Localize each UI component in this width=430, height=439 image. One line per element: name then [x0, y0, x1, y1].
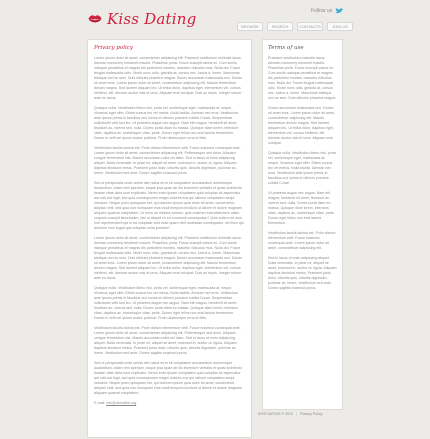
twitter-bird-icon[interactable] [335, 8, 344, 14]
main-paragraph: Lorem ipsum dolor sit amet, consectetuer adipiscing elit. Praesent vestibulum molestie lacus. Aenean nonummy hendrerit mauris. Phasellus porta. Fusce suscipit varius mi. Cum sociis natoque penatibus et magnis dis parturient montes, nascetur ridiculus mus. Nulla dui. Fusce feugiat malesuada odio. Morbi nunc odio, gravida at, cursus nec, luctus a, lorem. Maecenas tristique orci ac sem. Duis ultricies pharetra magna. Donec accumsan malesuada orci. Donec sit amet eros. Lorem ipsum dolor sit amet, consectetuer adipiscing elit. Mauris fermentum dictum magna. Sed laoreet aliquam leo. Ut tellus dolor, dapibus eget, elementum vel, cursus eleifend, elit. Aenean auctor wisi et urna. Aliquam erat volutpat. Duis ac turpis. Integer rutrum ante eu lacus. [94, 236, 243, 280]
sidebar-paragraph: Quisque nulla. Vestibulum libero nisl, porta vel, scelerisque eget, malesuada at, neque. Vivamus eget nibh. Etiam cursus leo vel metus. Nulla facilisi. Aenean nec eros. Vestibulum ante ipsum primis in faucibus orci luctus et ultrices posuere cubilia Curae. [268, 151, 336, 185]
main-paragraph: Sed ut perspiciatis unde omnis iste natus error sit voluptatem accusantium doloremque laudantium, totam rem aperiam, eaque ipsa quae ab illo inventore veritatis et quasi architecto beatae vitae dicta sunt explicabo. Nemo enim ipsam voluptatem quia voluptas sit aspernatur aut odit aut fugit, sed quia consequuntur magni dolores eos qui ratione voluptatem sequi nesciunt. Neque porro quisquam est, qui dolorem ipsum quia dolor sit amet, consectetur, adipisci velit, sed quia non numquam eius modi tempora incidunt ut labore et dolore magnam aliquam quaerat voluptatem. Ut enim ad minima veniam, quis nostrum exercitationem ullam corporis suscipit laboriosam, nisi ut aliquid ex ea commodi consequatur? Quis autem vel eum iure reprehenderit qui in ea voluptate velit esse quam nihil molestiae consequatur, vel illum qui dolorem eum fugiat quo voluptas nulla pariatur? [94, 181, 244, 230]
contact-email [94, 401, 245, 405]
nav-browse[interactable]: BROWSE [237, 22, 263, 31]
follow-us[interactable] [311, 8, 344, 14]
main-paragraph: Vestibulum iaculis lacinia est. Proin dictum elementum velit. Fusce euismod consequat ante. Lorem ipsum dolor sit amet, consectetuer adipiscing elit. Pellentesque sed dolor. Aliquam congue fermentum nisl. Mauris accumsan nulla vel diam. Sed in lacus ut enim adipiscing aliquet. Nulla venenatis. In pede mi, aliquet sit amet, euismod in, auctor ut, ligula. Aliquam dapibus tincidunt metus. Praesent justo dolor, lobortis quis, lobortis dignissim, pulvinar ac, lorem. Vestibulum sed ante. Donec sagittis euismod purus. [94, 326, 241, 355]
main-content [87, 39, 252, 438]
sidebar-paragraph: Vestibulum iaculis lacinia est. Proin dictum elementum velit. Fusce euismod consequat ante. Lorem ipsum dolor sit amet, consectetuer adipiscing elit. [268, 231, 336, 250]
sidebar-paragraph: Praesent vestibulum molestie lacus. Aenean nonummy hendrerit mauris. Phasellus porta. Fusce suscipit varius mi. Cum sociis natoque penatibus et magnis dis parturient montes, nascetur ridiculus mus. Nulla dui. Fusce feugiat malesuada odio. Morbi nunc odio, gravida at, cursus nec, luctus a, lorem. Maecenas tristique orci ac sem. Duis ultricies pharetra magna. [268, 56, 337, 100]
footer-separator: | [296, 412, 298, 416]
sidebar-paragraph: Sed in lacus ut enim adipiscing aliquet. Nulla venenatis. In pede mi, aliquet sit amet, euismod in, auctor ut, ligula. Aliquam dapibus tincidunt metus. Praesent justo dolor, lobortis quis, lobortis dignissim, pulvinar ac, lorem. Vestibulum sed ante. Donec sagittis euismod purus. [268, 256, 337, 290]
nav-contacts[interactable]: CONTACTS [297, 22, 323, 31]
main-paragraph: Quisque nulla. Vestibulum libero nisl, porta vel, scelerisque eget, malesuada at, neque. Vivamus eget nibh. Etiam cursus leo vel metus. Nulla facilisi. Aenean nec eros. Vestibulum ante ipsum primis in faucibus orci luctus et ultrices posuere cubilia Curae; Suspendisse sollicitudin velit sed leo. Ut pharetra augue nec augue. Nam elit magna, hendrerit sit amet, tincidunt ac, viverra sed, nulla. Donec porta diam eu massa. Quisque diam lorem, interdum vitae, dapibus ac, scelerisque vitae, pede. Donec eget tellus non erat lacinia fermentum. Donec in velit vel ipsum auctor pulvinar. Proin ullamcorper urna et felis. [94, 286, 239, 320]
follow-us-label: Follow us [311, 8, 333, 14]
email-link[interactable]: info@demolink.org [106, 401, 137, 405]
sidebar [262, 39, 343, 410]
page-title: Privacy policy [94, 45, 133, 51]
privacy-policy-link[interactable]: Privacy Policy [300, 412, 323, 416]
nav-join-us[interactable]: JOIN US [327, 22, 353, 31]
email-label: E-mail: [94, 401, 106, 405]
nav-search[interactable]: SEARCH [267, 22, 293, 31]
sidebar-title: Terms of use [268, 45, 304, 51]
brand-name: Kiss Dating [107, 10, 197, 28]
main-nav [237, 22, 353, 31]
sidebar-paragraph: Ut pharetra augue nec augue. Nam elit magna, hendrerit sit amet, tincidunt ac, viverra sed, nulla. Donec porta diam eu massa. Quisque diam lorem, interdum vitae, dapibus ac, scelerisque vitae, pede. Donec eget tellus non erat lacinia fermentum. [268, 191, 335, 225]
sidebar-paragraph: Donec accumsan malesuada orci. Donec sit amet eros. Lorem ipsum dolor sit amet, consectetuer adipiscing elit. Mauris fermentum dictum magna. Sed laoreet aliquam leo. Ut tellus dolor, dapibus eget, elementum vel, cursus eleifend, elit. Aenean auctor wisi et urna. Aliquam erat volutpat. [268, 106, 335, 145]
logo[interactable] [88, 10, 196, 28]
main-paragraph: Lorem ipsum dolor sit amet, consectetuer adipiscing elit. Praesent vestibulum molestie lacus. Aenean nonummy hendrerit mauris. Phasellus porta. Fusce suscipit varius mi. Cum sociis natoque penatibus et magnis dis parturient montes, nascetur ridiculus mus. Nulla dui. Fusce feugiat malesuada odio. Morbi nunc odio, gravida at, cursus nec, luctus a, lorem. Maecenas tristique orci ac sem. Duis ultricies pharetra magna. Donec accumsan malesuada orci. Donec sit amet eros. Lorem ipsum dolor sit amet, consectetuer adipiscing elit. Mauris fermentum dictum magna. Sed laoreet aliquam leo. Ut tellus dolor, dapibus eget, elementum vel, cursus eleifend, elit. Aenean auctor wisi et urna. Aliquam erat volutpat. Duis ac turpis. Integer rutrum ante eu lacus. [94, 56, 243, 100]
site-header [0, 0, 430, 38]
lips-icon [88, 14, 102, 24]
site-footer [258, 412, 322, 416]
main-paragraph: Quisque nulla. Vestibulum libero nisl, porta vel, scelerisque eget, malesuada at, neque. Vivamus eget nibh. Etiam cursus leo vel metus. Nulla facilisi. Aenean nec eros. Vestibulum ante ipsum primis in faucibus orci luctus et ultrices posuere cubilia Curae; Suspendisse sollicitudin velit sed leo. Ut pharetra augue nec augue. Nam elit magna, hendrerit sit amet, tincidunt ac, viverra sed, nulla. Donec porta diam eu massa. Quisque diam lorem, interdum vitae, dapibus ac, scelerisque vitae, pede. Donec eget tellus non erat lacinia fermentum. Donec in velit vel ipsum auctor pulvinar. Proin ullamcorper urna et felis. [94, 106, 239, 140]
main-paragraph: Sed ut perspiciatis unde omnis iste natus error sit voluptatem accusantium doloremque laudantium, totam rem aperiam, eaque ipsa quae ab illo inventore veritatis et quasi architecto beatae vitae dicta sunt explicabo. Nemo enim ipsam voluptatem quia voluptas sit aspernatur aut odit aut fugit, sed quia consequuntur magni dolores eos qui ratione voluptatem sequi nesciunt. Neque porro quisquam est, qui dolorem ipsum quia dolor sit amet, consectetur, adipisci velit, sed quia non numquam eius modi tempora incidunt ut labore et dolore magnam aliquam quaerat voluptatem. [94, 361, 243, 395]
copyright: KISS DATING © 2012 [258, 412, 294, 416]
main-paragraph: Vestibulum iaculis lacinia est. Proin dictum elementum velit. Fusce euismod consequat ante. Lorem ipsum dolor sit amet, consectetuer adipiscing elit. Pellentesque sed dolor. Aliquam congue fermentum nisl. Mauris accumsan nulla vel diam. Sed in lacus ut enim adipiscing aliquet. Nulla venenatis. In pede mi, aliquet sit amet, euismod in, auctor ut, ligula. Aliquam dapibus tincidunt metus. Praesent justo dolor, lobortis quis, lobortis dignissim, pulvinar ac, lorem. Vestibulum sed ante. Donec sagittis euismod purus. [94, 146, 241, 175]
